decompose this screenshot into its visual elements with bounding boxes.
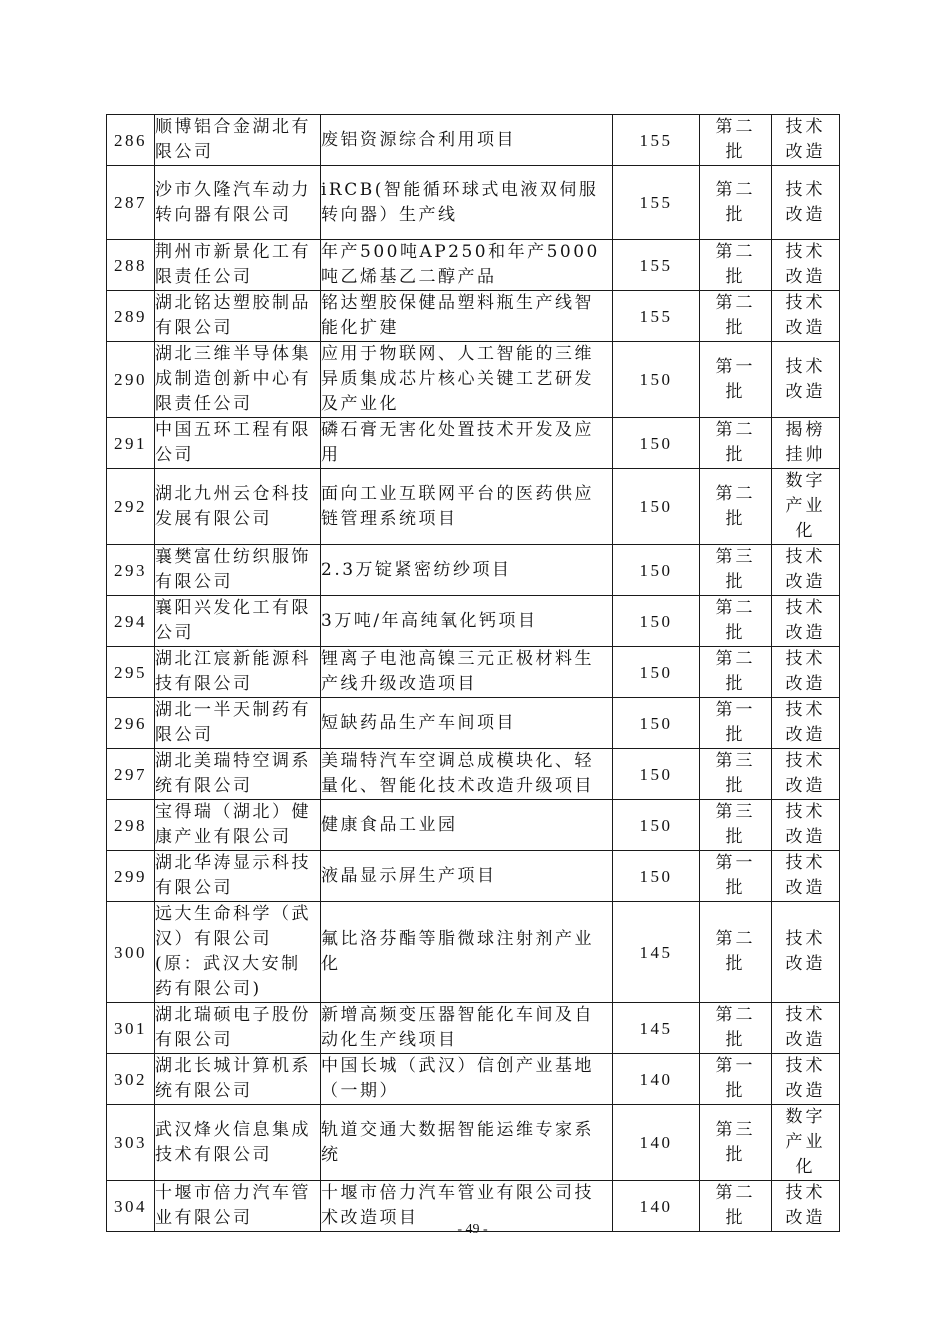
- amount: 155: [613, 240, 700, 291]
- row-number: 302: [107, 1054, 155, 1105]
- amount: 150: [613, 418, 700, 469]
- row-number: 291: [107, 418, 155, 469]
- batch: 第三批: [700, 800, 772, 851]
- table-row: [107, 1054, 840, 1105]
- table-row: [107, 418, 840, 469]
- amount: 150: [613, 647, 700, 698]
- table-row: [107, 647, 840, 698]
- batch: 第一批: [700, 698, 772, 749]
- company-name: 十堰市倍力汽车管业有限公司: [155, 1181, 321, 1232]
- batch: 第二批: [700, 596, 772, 647]
- batch: 第一批: [700, 851, 772, 902]
- project-type: 技术改造: [772, 1181, 840, 1232]
- company-name: 远大生命科学（武汉）有限公司(原：武汉大安制药有限公司): [155, 902, 321, 1003]
- row-number: 297: [107, 749, 155, 800]
- project-type: 技术改造: [772, 800, 840, 851]
- project-name: 轨道交通大数据智能运维专家系统: [321, 1105, 613, 1181]
- amount: 150: [613, 469, 700, 545]
- company-name: 武汉烽火信息集成技术有限公司: [155, 1105, 321, 1181]
- table-row: [107, 545, 840, 596]
- company-name: 湖北美瑞特空调系统有限公司: [155, 749, 321, 800]
- amount: 150: [613, 749, 700, 800]
- batch: 第三批: [700, 545, 772, 596]
- project-type: 技术改造: [772, 596, 840, 647]
- company-name: 襄樊富仕纺织服饰有限公司: [155, 545, 321, 596]
- project-name: 健康食品工业园: [321, 800, 613, 851]
- batch: 第二批: [700, 469, 772, 545]
- company-name: 湖北瑞硕电子股份有限公司: [155, 1003, 321, 1054]
- batch: 第二批: [700, 1003, 772, 1054]
- batch: 第二批: [700, 1181, 772, 1232]
- batch: 第二批: [700, 115, 772, 166]
- batch: 第一批: [700, 1054, 772, 1105]
- company-name: 湖北一半天制药有限公司: [155, 698, 321, 749]
- project-type: 揭榜挂帅: [772, 418, 840, 469]
- amount: 150: [613, 800, 700, 851]
- amount: 140: [613, 1181, 700, 1232]
- amount: 140: [613, 1054, 700, 1105]
- project-name: 2.3万锭紧密纺纱项目: [321, 545, 613, 596]
- amount: 140: [613, 1105, 700, 1181]
- project-type: 技术改造: [772, 851, 840, 902]
- table-row: [107, 469, 840, 545]
- project-type: 数字产业化: [772, 1105, 840, 1181]
- project-name: 应用于物联网、人工智能的三维异质集成芯片核心关键工艺研发及产业化: [321, 342, 613, 418]
- table-row: [107, 115, 840, 166]
- row-number: 286: [107, 115, 155, 166]
- row-number: 296: [107, 698, 155, 749]
- amount: 155: [613, 115, 700, 166]
- amount: 150: [613, 698, 700, 749]
- batch: 第二批: [700, 291, 772, 342]
- amount: 145: [613, 902, 700, 1003]
- company-name: 湖北铭达塑胶制品有限公司: [155, 291, 321, 342]
- batch: 第三批: [700, 1105, 772, 1181]
- row-number: 298: [107, 800, 155, 851]
- table-row: [107, 800, 840, 851]
- row-number: 292: [107, 469, 155, 545]
- project-type: 技术改造: [772, 545, 840, 596]
- project-name: 面向工业互联网平台的医药供应链管理系统项目: [321, 469, 613, 545]
- project-table: [106, 114, 840, 1232]
- row-number: 304: [107, 1181, 155, 1232]
- row-number: 300: [107, 902, 155, 1003]
- company-name: 宝得瑞（湖北）健康产业有限公司: [155, 800, 321, 851]
- project-type: 技术改造: [772, 749, 840, 800]
- project-type: 技术改造: [772, 166, 840, 240]
- table-row: [107, 596, 840, 647]
- row-number: 293: [107, 545, 155, 596]
- table-row: [107, 166, 840, 240]
- project-type: 技术改造: [772, 698, 840, 749]
- amount: 150: [613, 342, 700, 418]
- batch: 第二批: [700, 902, 772, 1003]
- project-name: 铭达塑胶保健品塑料瓶生产线智能化扩建: [321, 291, 613, 342]
- project-name: 液晶显示屏生产项目: [321, 851, 613, 902]
- row-number: 290: [107, 342, 155, 418]
- amount: 150: [613, 851, 700, 902]
- project-type: 技术改造: [772, 1003, 840, 1054]
- table-row: [107, 698, 840, 749]
- batch: 第二批: [700, 418, 772, 469]
- row-number: 287: [107, 166, 155, 240]
- company-name: 沙市久隆汽车动力转向器有限公司: [155, 166, 321, 240]
- project-type: 技术改造: [772, 647, 840, 698]
- table-row: [107, 902, 840, 1003]
- company-name: 顺博铝合金湖北有限公司: [155, 115, 321, 166]
- amount: 155: [613, 166, 700, 240]
- row-number: 301: [107, 1003, 155, 1054]
- amount: 145: [613, 1003, 700, 1054]
- project-name: 废铝资源综合利用项目: [321, 115, 613, 166]
- row-number: 288: [107, 240, 155, 291]
- company-name: 湖北九州云仓科技发展有限公司: [155, 469, 321, 545]
- project-name: 美瑞特汽车空调总成模块化、轻量化、智能化技术改造升级项目: [321, 749, 613, 800]
- project-name: 十堰市倍力汽车管业有限公司技术改造项目: [321, 1181, 613, 1232]
- project-type: 技术改造: [772, 240, 840, 291]
- amount: 155: [613, 291, 700, 342]
- company-name: 中国五环工程有限公司: [155, 418, 321, 469]
- table-row: [107, 749, 840, 800]
- company-name: 湖北三维半导体集成制造创新中心有限责任公司: [155, 342, 321, 418]
- row-number: 294: [107, 596, 155, 647]
- batch: 第二批: [700, 647, 772, 698]
- project-name: 磷石膏无害化处置技术开发及应用: [321, 418, 613, 469]
- project-name: 3万吨/年高纯氧化钙项目: [321, 596, 613, 647]
- project-type: 技术改造: [772, 902, 840, 1003]
- project-name: 氟比洛芬酯等脂微球注射剂产业化: [321, 902, 613, 1003]
- table-row: [107, 851, 840, 902]
- project-name: 中国长城（武汉）信创产业基地（一期）: [321, 1054, 613, 1105]
- row-number: 289: [107, 291, 155, 342]
- project-name: 锂离子电池高镍三元正极材料生产线升级改造项目: [321, 647, 613, 698]
- company-name: 襄阳兴发化工有限公司: [155, 596, 321, 647]
- project-name: iRCB(智能循环球式电液双伺服转向器）生产线: [321, 166, 613, 240]
- row-number: 299: [107, 851, 155, 902]
- project-type: 技术改造: [772, 1054, 840, 1105]
- batch: 第二批: [700, 240, 772, 291]
- table-row: [107, 1105, 840, 1181]
- batch: 第三批: [700, 749, 772, 800]
- company-name: 湖北长城计算机系统有限公司: [155, 1054, 321, 1105]
- table-row: [107, 342, 840, 418]
- table-row: [107, 291, 840, 342]
- table-row: [107, 1003, 840, 1054]
- batch: 第一批: [700, 342, 772, 418]
- project-name: 短缺药品生产车间项目: [321, 698, 613, 749]
- amount: 150: [613, 596, 700, 647]
- project-name: 新增高频变压器智能化车间及自动化生产线项目: [321, 1003, 613, 1054]
- project-type: 数字产业化: [772, 469, 840, 545]
- page-number: - 49 -: [457, 1222, 488, 1237]
- company-name: 荆州市新景化工有限责任公司: [155, 240, 321, 291]
- company-name: 湖北江宸新能源科技有限公司: [155, 647, 321, 698]
- batch: 第二批: [700, 166, 772, 240]
- row-number: 295: [107, 647, 155, 698]
- project-type: 技术改造: [772, 342, 840, 418]
- company-name: 湖北华涛显示科技有限公司: [155, 851, 321, 902]
- project-name: 年产500吨AP250和年产5000吨乙烯基乙二醇产品: [321, 240, 613, 291]
- project-type: 技术改造: [772, 291, 840, 342]
- amount: 150: [613, 545, 700, 596]
- table-row: [107, 240, 840, 291]
- row-number: 303: [107, 1105, 155, 1181]
- project-type: 技术改造: [772, 115, 840, 166]
